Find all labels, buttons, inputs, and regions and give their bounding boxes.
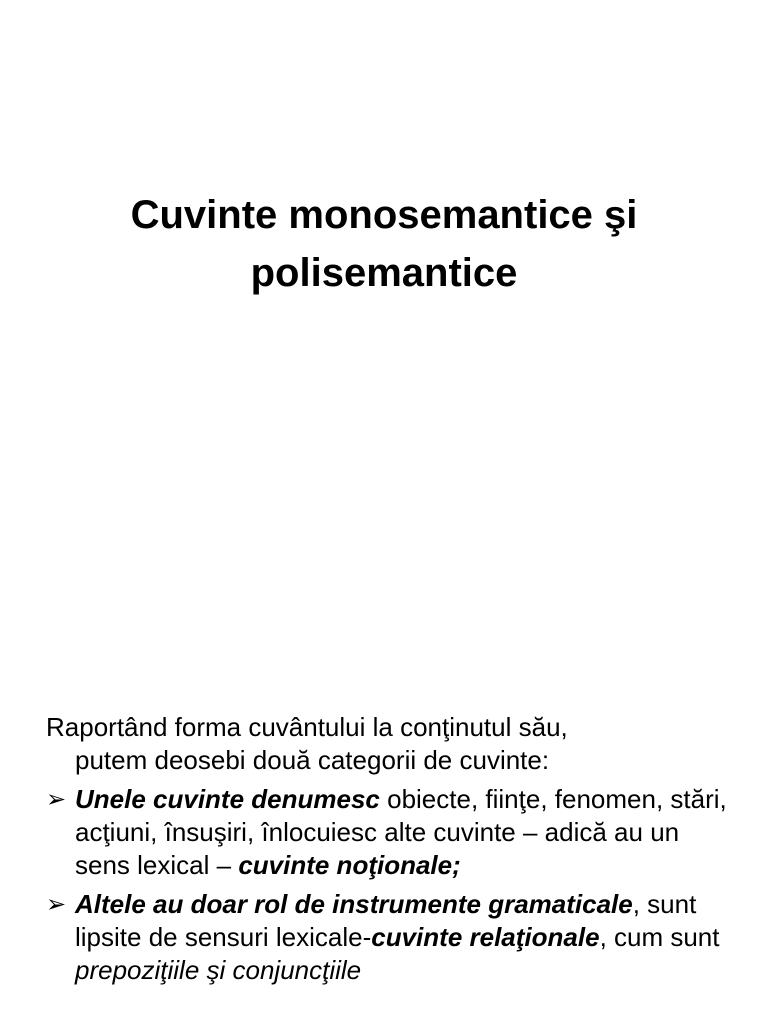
arrow-bullet-icon: ➢ [46,891,67,918]
bullet-text: , sunt lipsite de sensuri lexicale- [75,889,697,952]
slide-body [46,711,736,987]
slide-title-line-1: Cuvinte monosemantice şi [130,193,638,237]
intro-paragraph [46,711,736,777]
bullet-term: cuvinte relaţionale [371,922,600,952]
bullet-text: obiecte, fiinţe, fenomen, stări, acţiuni, însuşiri, înlocuiesc alte cuvinte – adică au un sens lexical – [75,784,727,880]
bullet-lead: Unele cuvinte denumesc [75,784,380,814]
bullet-item-notional [46,783,736,882]
bullet-text-2: , cum sunt [599,922,720,952]
intro-line-2: putem deosebi două categorii de cuvinte: [75,745,550,775]
bullet-lead: Altele au doar rol de instrumente gramaticale [75,889,633,919]
slide-title-line-2: polisemantice [250,251,518,295]
bullet-item-relational [46,888,736,987]
arrow-bullet-icon: ➢ [46,786,67,813]
slide-title [40,186,728,302]
intro-line-1: Raportând forma cuvântului la conţinutul său, [46,712,568,742]
bullet-examples: prepoziţiile şi conjuncţiile [75,955,362,985]
bullet-term: cuvinte noţionale; [238,850,461,880]
